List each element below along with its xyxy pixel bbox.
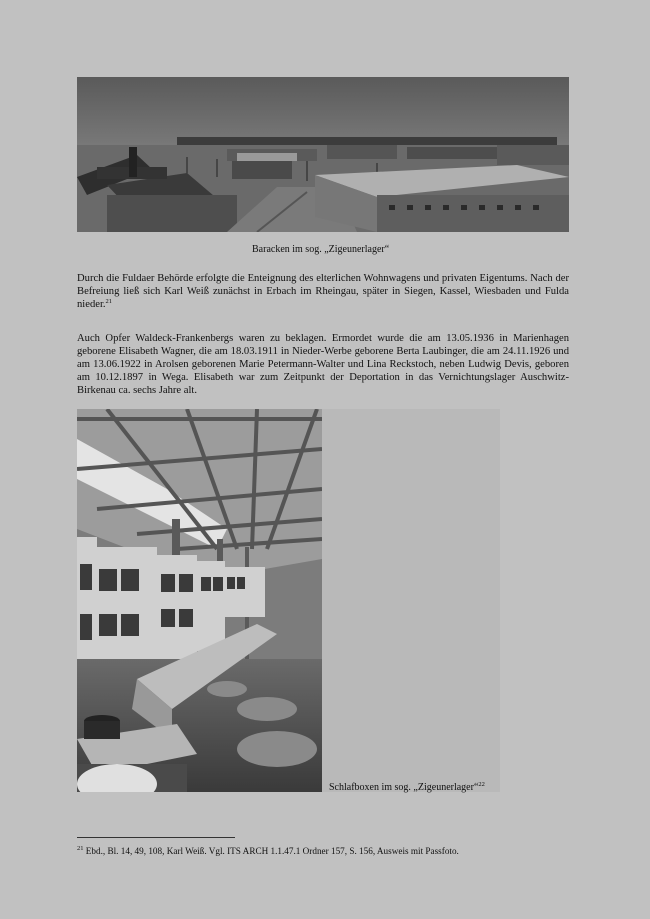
caption-text: Schlafboxen im sog. „Zigeunerlager“ — [329, 782, 479, 793]
footnote-separator — [77, 837, 235, 838]
figure-caption-barracks: Baracken im sog. „Zigeunerlager“ — [252, 244, 390, 255]
paragraph-victims: Auch Opfer Waldeck-Frankenbergs waren zu beklagen. Ermordet wurde die am 13.05.1936 in Marienhagen geborene Elisabeth Wagner, die am 18.03.1911 in Nieder-Werbe geborene Berta Laubinger, die am 24.11.1926 und am 13.06.1922 in Arolsen geborenen Marie Petermann-Walter und Lina Reckstoch, neben Ludwig Devis, geboren am 10.12.1897 in Wega. Elisabeth war zum Zeitpunkt der Deportation in das Vernichtungslager Auschwitz-Birkenau ca. sechs Jahre alt. — [77, 333, 569, 396]
footnote-reference[interactable]: 22 — [478, 781, 485, 788]
figure-caption-sleeping-boxes — [329, 782, 485, 794]
paragraph-expropriation — [77, 272, 569, 311]
barracks-photo — [77, 77, 569, 232]
footnote-number: 21 — [77, 845, 84, 852]
image-blank-panel — [322, 409, 500, 792]
footnote-text: Ebd., Bl. 14, 49, 108, Karl Weiß. Vgl. ITS ARCH 1.1.47.1 Ordner 157, S. 156, Ausweis mit Passfoto. — [83, 846, 459, 856]
footnote — [77, 845, 459, 857]
sleeping-boxes-photo — [77, 409, 322, 792]
footnote-reference[interactable]: 21 — [105, 298, 113, 305]
paragraph-text: Durch die Fuldaer Behörde erfolgte die Enteignung des elterlichen Wohnwagens und privaten Eigentums. Nach der Befreiung ließ sich Karl Weiß zunächst in Erbach im Rheingau, später in Siegen, Kassel, Wiesbaden und Fulda nieder. — [77, 273, 569, 310]
